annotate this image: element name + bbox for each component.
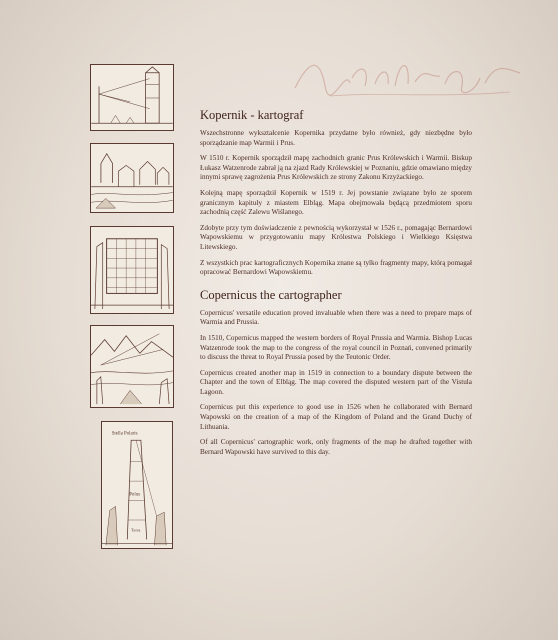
engraving-surveying-towers: [90, 64, 174, 131]
polish-paragraph: Kolejną mapę sporządził Kopernik w 1519 r. Jej powstanie związane było ze sporem granicznym kapituły z miastem Elbląg. Mapa obejmowała będącą przedmiotem sporu zachodnią część Zalewu Wiślanego.: [200, 188, 472, 217]
engraving-pole-diagram: [101, 421, 173, 549]
english-paragraph: In 1510, Copernicus mapped the western borders of Royal Prussia and Warmia. Bishop Lucas Watzenrode took the map to the congress of the royal council in Poznań, convened primarily to discuss the threat to Royal Prussia posed by the Teutonic Order.: [200, 333, 472, 362]
english-paragraph: Copernicus put this experience to good use in 1526 when he collaborated with Bernard Wapowski on the creation of a map of the Kingdom of Poland and the Grand Duchy of Lithuania.: [200, 403, 472, 431]
engraving-label-mid: Polus: [129, 492, 141, 498]
polish-paragraph: Wszechstronne wykształcenie Kopernika przydatne było również, gdy niezbędne było sporządzanie map Warmii i Prus.: [200, 129, 472, 147]
engraving-town-view: [90, 143, 174, 213]
english-heading: Copernicus the cartographer: [200, 287, 342, 302]
english-paragraph: Copernicus created another map in 1519 in connection to a boundary dispute between the Chapter and the town of Elbląg. The map covered the disputed western part of the Vistula Lagoon.: [200, 368, 472, 396]
copernicus-signature: [290, 48, 530, 108]
english-paragraph: Of all Copernicus' cartographic work, only fragments of the map he drafted together with Bernard Wapowski have survived to this day.: [200, 438, 472, 456]
text-column: [200, 108, 472, 463]
english-paragraph: Copernicus' versatile education proved invaluable when there was a need to prepare maps of Warmia and Prussia.: [200, 308, 472, 327]
engraving-label-top: Stella Polaris: [111, 431, 138, 437]
polish-heading: Kopernik - kartograf: [200, 108, 304, 122]
polish-paragraph: Zdobyte przy tym doświadczenie z pewnością wykorzystał w 1526 r., pomagając Bernardowi Wapowskiemu w przygotowaniu mapy Królestwa Polskiego i Wielkiego Księstwa Litewskiego.: [200, 223, 472, 251]
engraving-landscape-mountains: [90, 325, 174, 408]
engraving-label-bottom: Terra: [131, 527, 141, 533]
engraving-grid-frame: [90, 226, 174, 314]
polish-paragraph: W 1510 r. Kopernik sporządził mapę zachodnich granic Prus Królewskich i Warmii. Biskup Łukasz Watzenrode zabrał ją na zjazd Rady Królewskiej w Poznaniu, gdzie omawiano między innymi sprawę zagrożenia Prus Królewskich ze strony Zakonu Krzyżackiego.: [200, 154, 472, 182]
polish-paragraph: Z wszystkich prac kartograficznych Kopernika znane są tylko fragmenty mapy, którą pomagał opracować Bernardowi Wapowskiemu.: [200, 258, 472, 277]
